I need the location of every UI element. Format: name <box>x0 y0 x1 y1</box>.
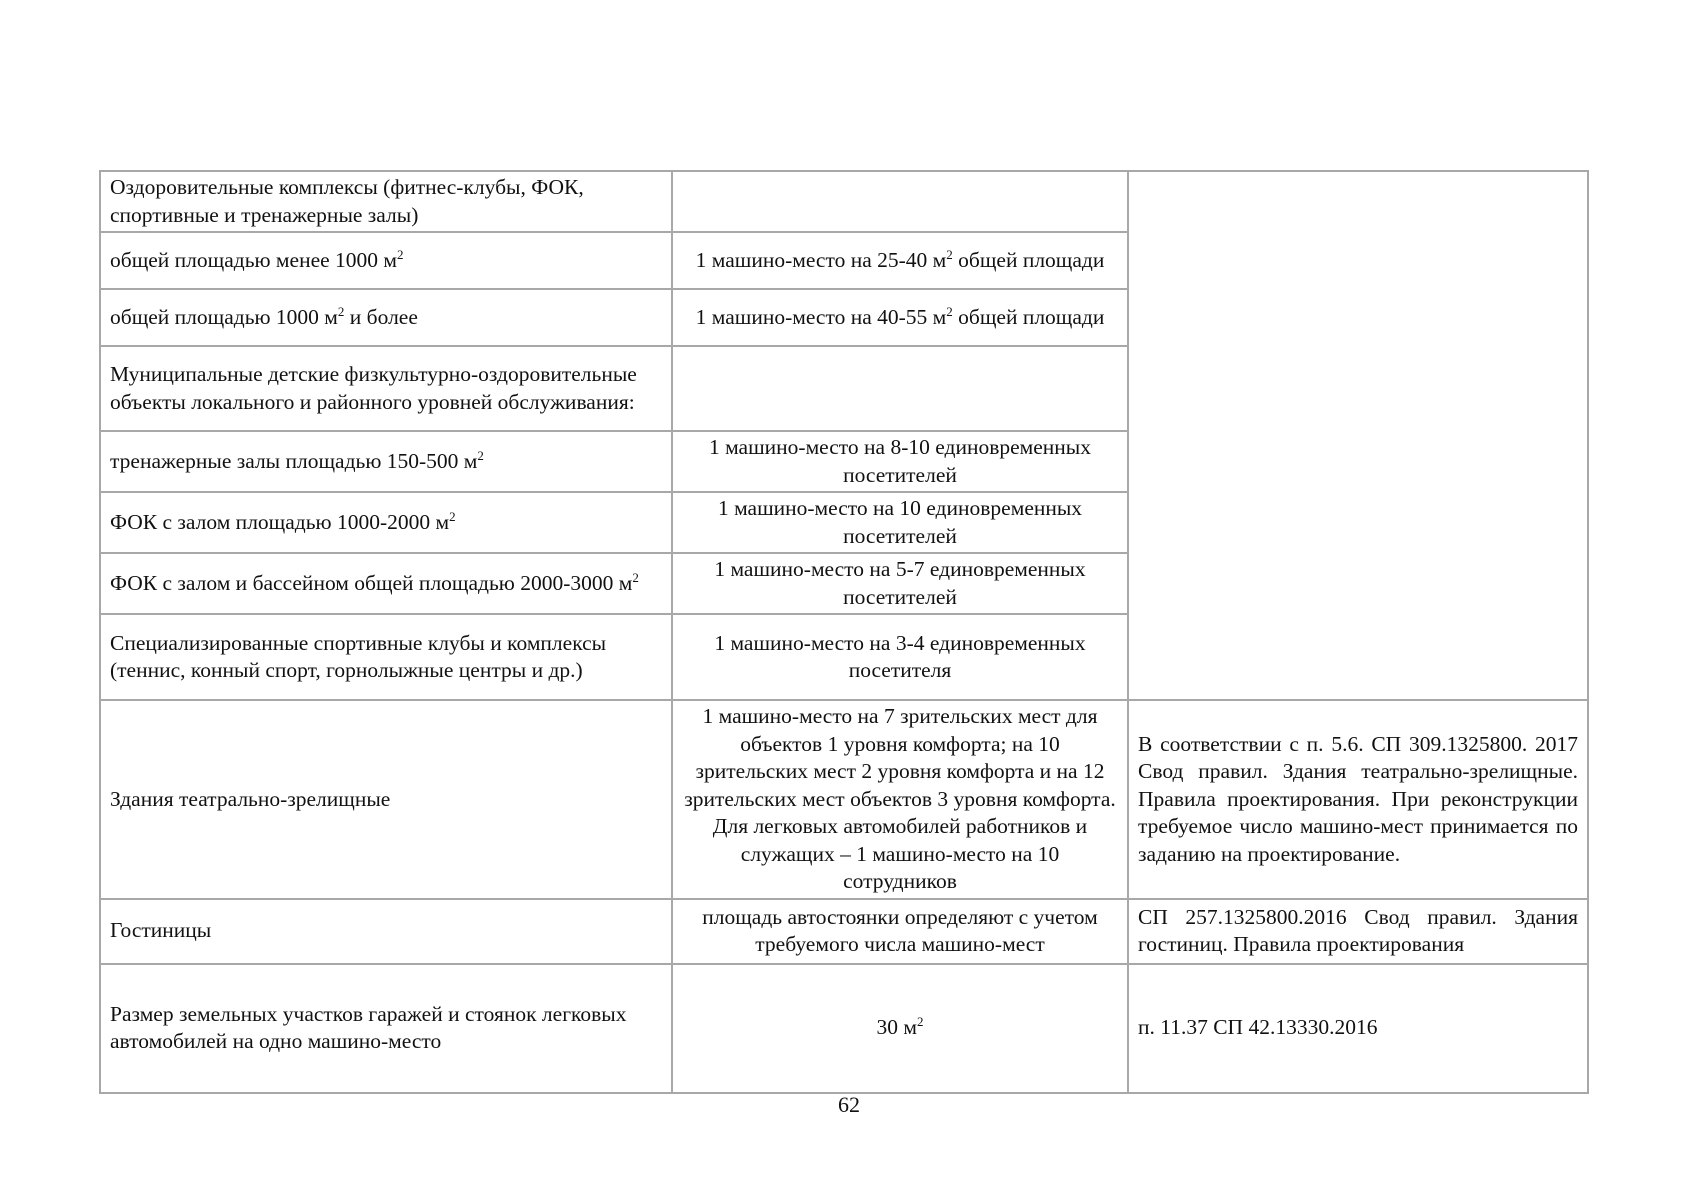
table-row <box>100 964 1588 1093</box>
row-5-name: тренажерные залы площадью 150-500 $м^2$ <box>100 431 672 492</box>
row-8-name: Специализированные спортивные клубы и комплексы (теннис, конный спорт, горнолыжные центры и др.) <box>100 614 672 700</box>
row-6-norm: 1 машино-место на 10 единовременных посетителей <box>672 492 1128 553</box>
row-5-norm: 1 машино-место на 8-10 единовременных посетителей <box>672 431 1128 492</box>
row-11-reference: п. 11.37 СП 42.13330.2016 <box>1128 964 1588 1093</box>
table-row <box>100 899 1588 964</box>
row-2-name: общей площадью менее 1000 $м^2$ <box>100 232 672 289</box>
row-9-norm: 1 машино-место на 7 зрительских мест для объектов 1 уровня комфорта; на 10 зрительских мест 2 уровня комфорта и на 12 зрительских мест объектов 3 уровня комфорта. Для легковых автомобилей работников и служащих – 1 машино-место на 10 сотрудников <box>672 700 1128 899</box>
row-7-name: ФОК с залом и бассейном общей площадью 2000-3000 $м^2$ <box>100 553 672 614</box>
row-11-name: Размер земельных участков гаражей и стоянок легковых автомобилей на одно машино-место <box>100 964 672 1093</box>
row-4-norm <box>672 346 1128 431</box>
row-6-name: ФОК с залом площадью 1000-2000 $м^2$ <box>100 492 672 553</box>
row-1-norm <box>672 171 1128 232</box>
page-number: 62 <box>838 1092 860 1117</box>
sport-objects-reference-cell <box>1128 171 1588 700</box>
table-row <box>100 171 1588 232</box>
row-10-reference: СП 257.1325800.2016 Свод правил. Здания гостиниц. Правила проектирования <box>1128 899 1588 964</box>
table-row <box>100 700 1588 899</box>
row-4-name: Муниципальные детские физкультурно-оздоровительные объекты локального и районного уровней обслуживания: <box>100 346 672 431</box>
row-3-name: общей площадью 1000 $м^2$ и более <box>100 289 672 346</box>
row-9-name: Здания театрально-зрелищные <box>100 700 672 899</box>
row-7-norm: 1 машино-место на 5-7 единовременных посетителей <box>672 553 1128 614</box>
row-11-norm: 30 $м^2$ <box>672 964 1128 1093</box>
row-3-norm: 1 машино-место на 40-55 $м^2$ общей площади <box>672 289 1128 346</box>
row-8-norm: 1 машино-место на 3-4 единовременных посетителя <box>672 614 1128 700</box>
row-10-name: Гостиницы <box>100 899 672 964</box>
norms-table <box>99 170 1589 1094</box>
row-2-norm: 1 машино-место на 25-40 $м^2$ общей площади <box>672 232 1128 289</box>
row-9-reference: В соответствии с п. 5.6. СП 309.1325800. 2017 Свод правил. Здания театрально-зрелищные. Правила проектирования. При реконструкции требуемое число машино-мест принимается по заданию на проектирование. <box>1128 700 1588 899</box>
row-10-norm: площадь автостоянки определяют с учетом требуемого числа машино-мест <box>672 899 1128 964</box>
row-1-name: Оздоровительные комплексы (фитнес-клубы, ФОК, спортивные и тренажерные залы) <box>100 171 672 232</box>
